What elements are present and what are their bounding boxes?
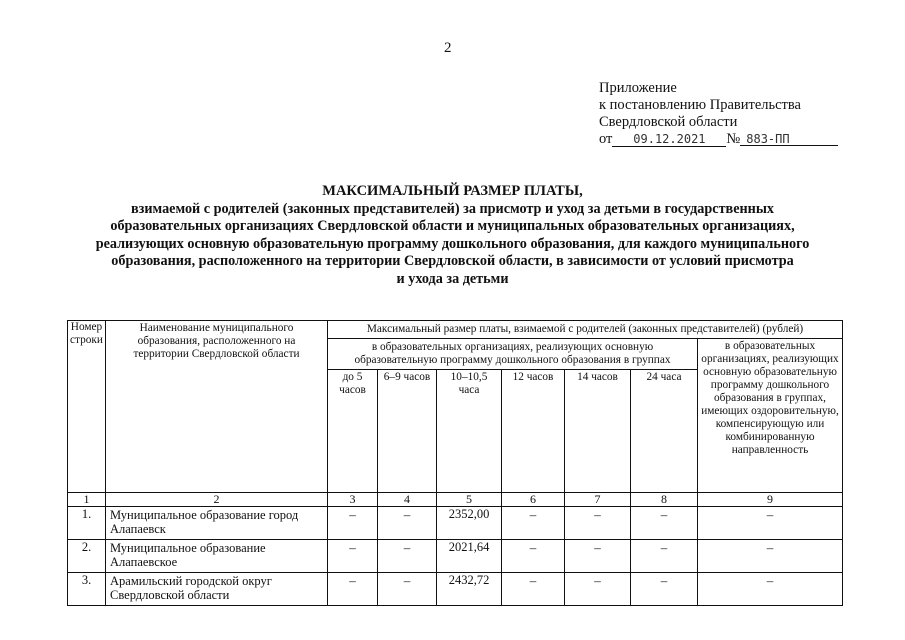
title-line-1: взимаемой с родителей (законных представителей) за присмотр и уход за детьми в государственных (130, 200, 775, 217)
fee-value: – (698, 507, 843, 540)
row-number: 2. (68, 540, 106, 573)
fee-table (67, 320, 843, 606)
fee-value: – (565, 573, 631, 606)
header-special-groups: в образовательных организациях, реализующих основную образовательную программу дошкольного образования в группах, имеющих оздоровительную, компенсирующую или комбинированную направленность (698, 339, 843, 493)
fee-value: – (328, 507, 378, 540)
appendix-date-line (599, 131, 838, 148)
fee-value: 2432,72 (437, 573, 502, 606)
header-municipality: Наименование муниципального образования, расположенного на территории Свердловской области (106, 321, 328, 493)
fee-value: – (502, 540, 565, 573)
column-number: 4 (378, 493, 437, 507)
header-duration-6: 24 часа (631, 370, 698, 493)
title-line-3: реализующих основную образовательную программу дошкольного образования, для каждого муниципального (95, 235, 810, 252)
fee-value: – (378, 540, 437, 573)
fee-value: 2021,64 (437, 540, 502, 573)
column-number: 3 (328, 493, 378, 507)
fee-value: – (631, 507, 698, 540)
appendix-block (599, 80, 838, 148)
appendix-line-2: к постановлению Правительства (599, 97, 801, 113)
fee-value: – (378, 573, 437, 606)
table-row (68, 540, 843, 573)
header-duration-4: 12 часов (502, 370, 565, 493)
header-duration-1: до 5 часов (328, 370, 378, 493)
document-title (40, 183, 865, 288)
decree-number: 883-ПП (740, 131, 838, 146)
fee-value: – (565, 540, 631, 573)
fee-value: – (565, 507, 631, 540)
fee-value: – (328, 540, 378, 573)
municipality-name: Муниципальное образование Алапаевское (106, 540, 328, 573)
municipality-name: Муниципальное образование город Алапаевск (106, 507, 328, 540)
title-line-2: образовательных организациях Свердловской области и муниципальных образовательных организациях, (110, 218, 795, 234)
fee-value: – (378, 507, 437, 540)
header-duration-5: 14 часов (565, 370, 631, 493)
column-number: 2 (106, 493, 328, 507)
fee-value: – (698, 573, 843, 606)
title-line-4: образования, расположенного на территории Свердловской области, в зависимости от условий присмотра (111, 253, 794, 269)
title-line-5: и ухода за детьми (396, 270, 509, 287)
fee-value: – (502, 507, 565, 540)
header-row-number: Номер строки (68, 321, 106, 493)
column-number: 9 (698, 493, 843, 507)
from-label: от (599, 131, 613, 147)
column-number: 1 (68, 493, 106, 507)
table-row (68, 573, 843, 606)
header-duration-2: 6–9 часов (378, 370, 437, 493)
column-number: 8 (631, 493, 698, 507)
appendix-line-3: Свердловской области (599, 114, 738, 130)
number-label: № (726, 131, 741, 147)
row-number: 3. (68, 573, 106, 606)
header-duration-3: 10–10,5 часа (437, 370, 502, 493)
page-number: 2 (444, 40, 452, 56)
header-general-groups: в образовательных организациях, реализующих основную образовательную программу дошкольного образования в группах (328, 339, 698, 370)
header-row-1 (68, 321, 843, 339)
column-number: 6 (502, 493, 565, 507)
title-heading: МАКСИМАЛЬНЫЙ РАЗМЕР ПЛАТЫ, (322, 183, 583, 199)
header-max-fee: Максимальный размер платы, взимаемой с родителей (законных представителей) (рублей) (328, 321, 843, 339)
fee-value: – (631, 573, 698, 606)
column-number-row (68, 493, 843, 507)
column-number: 7 (565, 493, 631, 507)
column-number: 5 (437, 493, 502, 507)
fee-value: – (328, 573, 378, 606)
decree-date: 09.12.2021 (612, 131, 726, 147)
table-row (68, 507, 843, 540)
row-number: 1. (68, 507, 106, 540)
appendix-line-1: Приложение (599, 80, 677, 96)
fee-value: – (631, 540, 698, 573)
fee-value: 2352,00 (437, 507, 502, 540)
fee-value: – (502, 573, 565, 606)
municipality-name: Арамильский городской округ Свердловской области (106, 573, 328, 606)
fee-value: – (698, 540, 843, 573)
